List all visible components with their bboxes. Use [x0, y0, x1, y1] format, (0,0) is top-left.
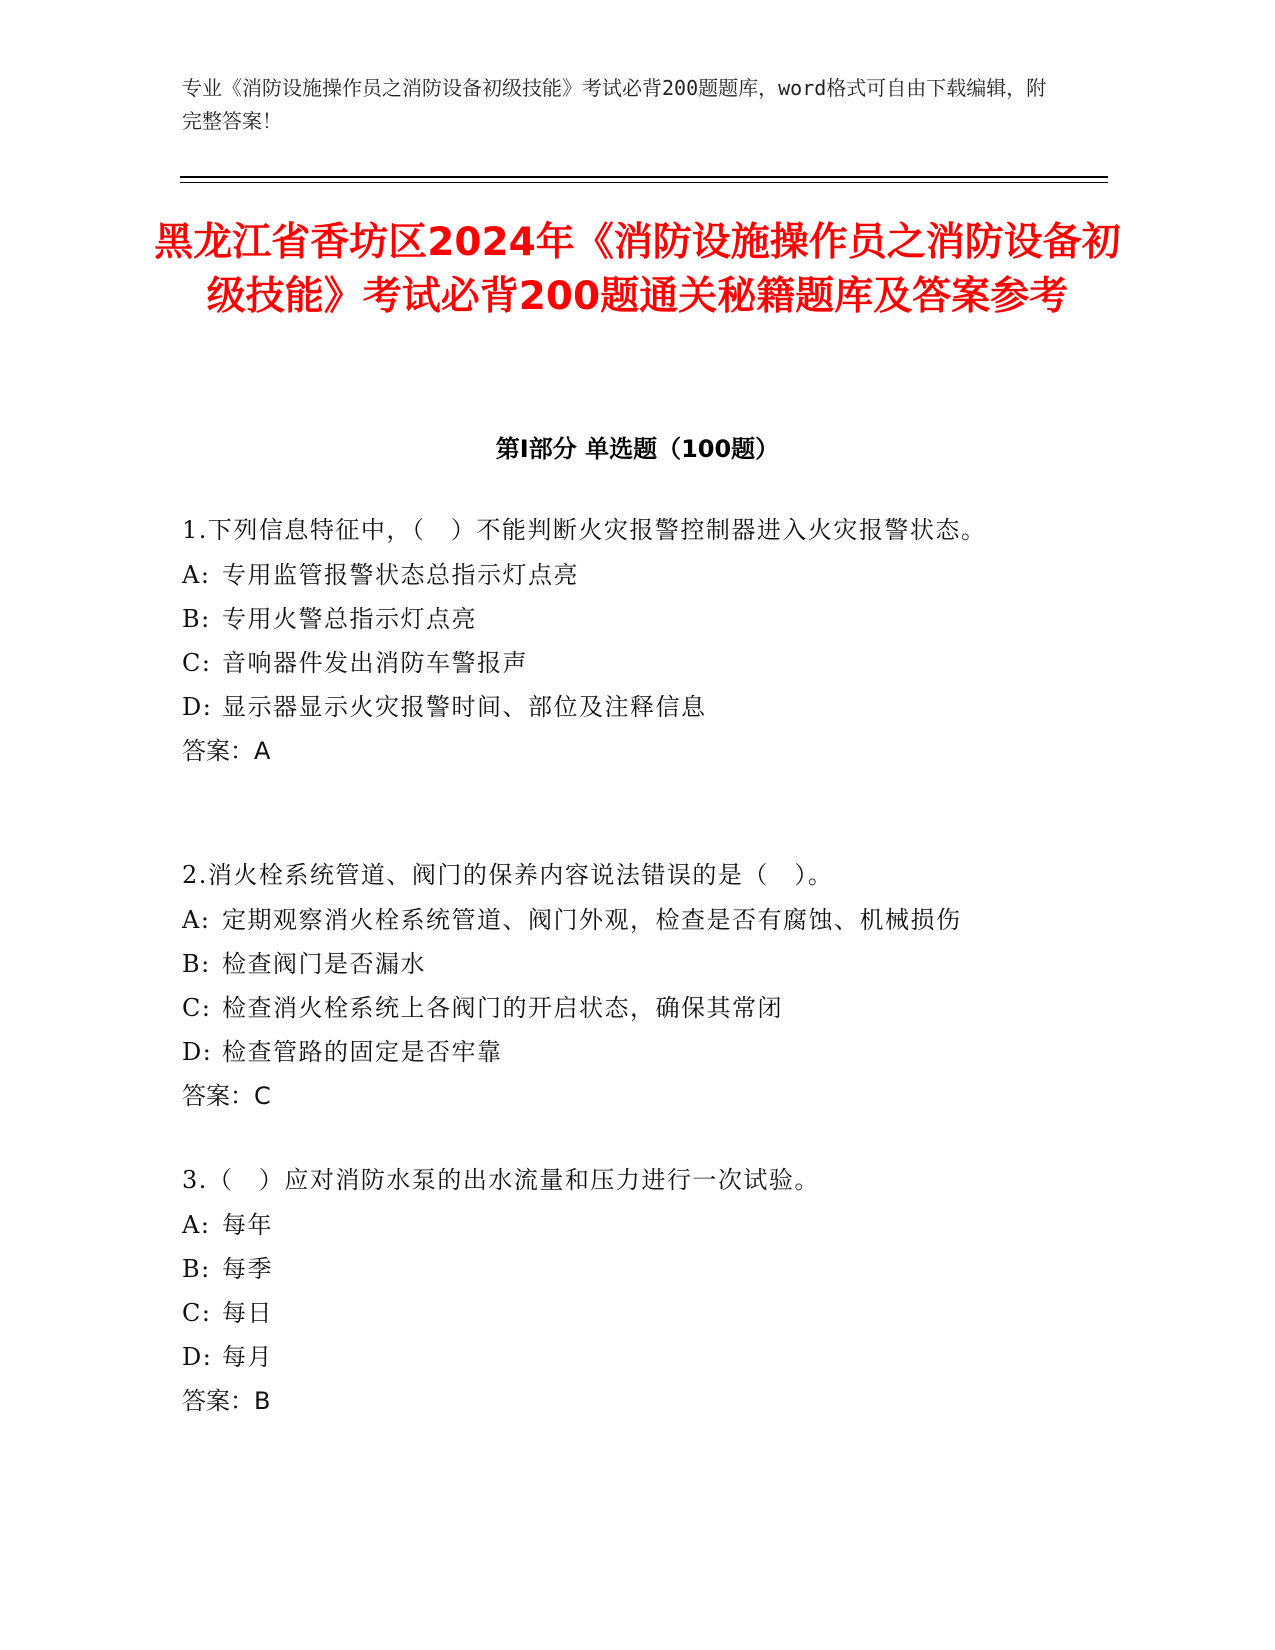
option-b — [182, 942, 1062, 986]
section-title: 第Ⅰ部分 单选题（100题） — [495, 435, 780, 463]
option-d — [182, 1030, 1062, 1074]
answer-line: 答案：A — [182, 737, 271, 765]
option-letter: D: — [182, 693, 213, 721]
option-c — [182, 641, 1062, 685]
option-letter: D: — [182, 1038, 213, 1066]
question-stem: 1.下列信息特征中，（ ）不能判断火灾报警控制器进入火灾报警状态。 — [182, 516, 987, 544]
option-b — [182, 1247, 1062, 1291]
question-block — [182, 853, 1062, 1118]
option-text: 检查消火栓系统上各阀门的开启状态，确保其常闭 — [222, 994, 783, 1022]
option-a — [182, 898, 1062, 942]
option-letter: B: — [182, 950, 211, 978]
option-d — [182, 685, 1062, 729]
option-text: 每日 — [222, 1299, 273, 1327]
option-text: 每月 — [222, 1343, 273, 1371]
option-text: 音响器件发出消防车警报声 — [222, 649, 528, 677]
option-text: 检查管路的固定是否牢靠 — [222, 1038, 503, 1066]
option-c — [182, 986, 1062, 1030]
option-letter: C: — [182, 1299, 212, 1327]
option-text: 定期观察消火栓系统管道、阀门外观，检查是否有腐蚀、机械损伤 — [222, 906, 962, 934]
answer-line: 答案：C — [182, 1082, 271, 1110]
question-block — [182, 1158, 1062, 1423]
question-stem: 2.消火栓系统管道、阀门的保养内容说法错误的是（ ）。 — [182, 861, 834, 889]
option-text: 检查阀门是否漏水 — [222, 950, 426, 978]
option-text: 每季 — [222, 1255, 273, 1283]
option-letter: B: — [182, 1255, 211, 1283]
option-letter: B: — [182, 605, 211, 633]
option-letter: D: — [182, 1343, 213, 1371]
option-text: 每年 — [222, 1211, 273, 1239]
option-c — [182, 1291, 1062, 1335]
option-b — [182, 597, 1062, 641]
option-letter: A: — [182, 1211, 211, 1239]
option-text: 显示器显示火灾报警时间、部位及注释信息 — [222, 693, 707, 721]
option-letter: A: — [182, 561, 211, 589]
question-stem: 3.（ ）应对消防水泵的出水流量和压力进行一次试验。 — [182, 1166, 820, 1194]
option-letter: C: — [182, 649, 212, 677]
option-text: 专用火警总指示灯点亮 — [222, 605, 477, 633]
option-letter: C: — [182, 994, 212, 1022]
header-divider-thick — [180, 176, 1108, 178]
header-divider-thin — [180, 182, 1108, 183]
option-text: 专用监管报警状态总指示灯点亮 — [222, 561, 579, 589]
option-a — [182, 553, 1062, 597]
option-letter: A: — [182, 906, 211, 934]
document-title: 黑龙江省香坊区2024年《消防设施操作员之消防设备初级技能》考试必背200题通关秘籍题库及答案参考 — [154, 220, 1121, 319]
header-note: 专业《消防设施操作员之消防设备初级技能》考试必背200题题库，word格式可自由下载编辑，附完整答案！ — [182, 76, 1047, 133]
option-d — [182, 1335, 1062, 1379]
option-a — [182, 1203, 1062, 1247]
answer-line: 答案：B — [182, 1387, 271, 1415]
question-block — [182, 508, 1062, 773]
